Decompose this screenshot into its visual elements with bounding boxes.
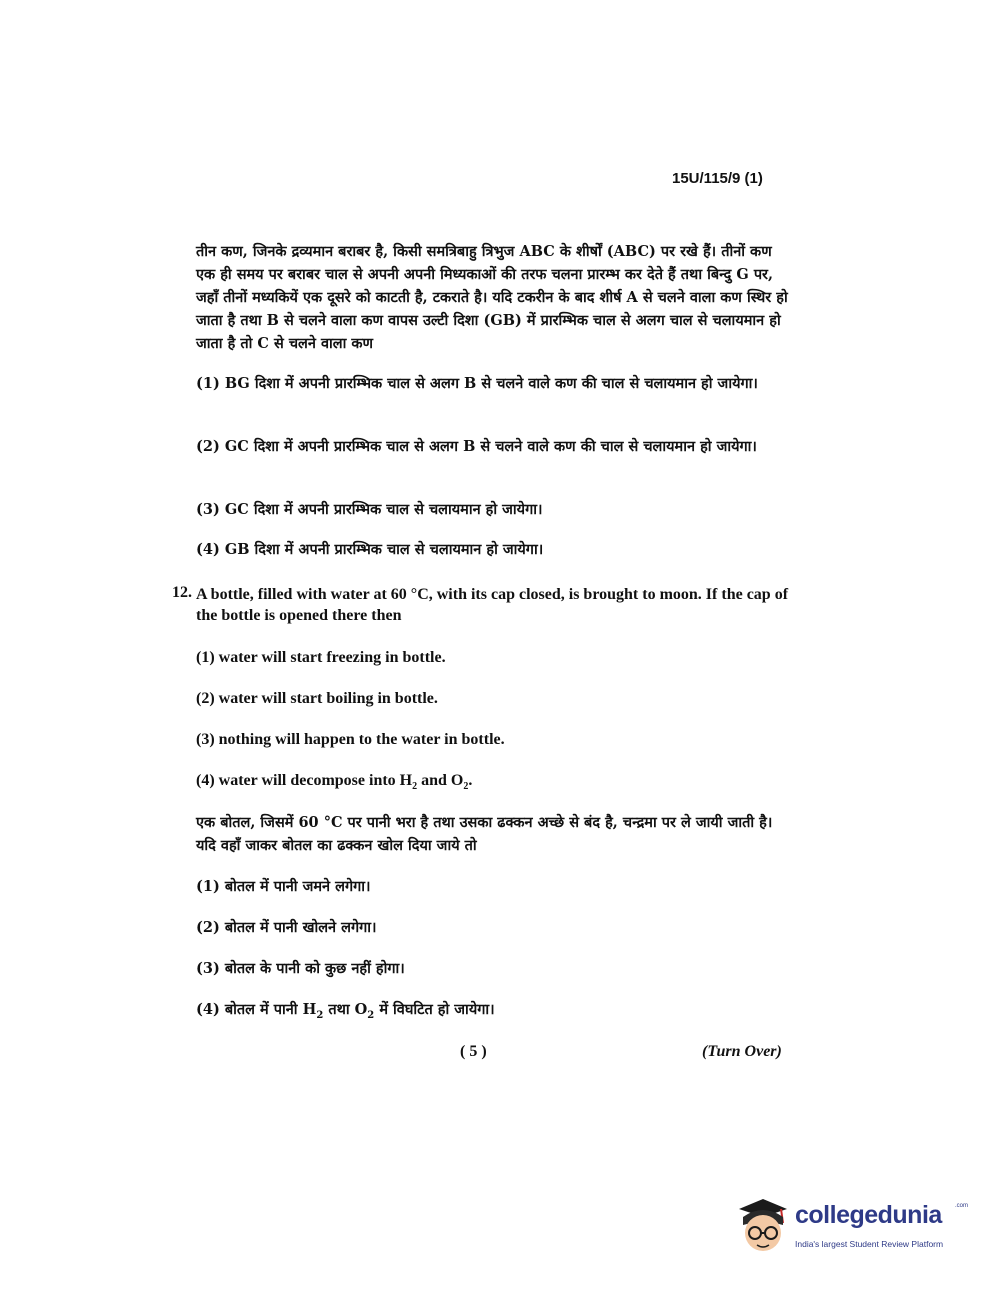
q12-en-option-3: (3) nothing will happen to the water in bottle.	[196, 731, 505, 748]
q12-hi-option-2: (2) बोतल में पानी खोलने लगेगा।	[196, 919, 377, 936]
q12-en-option-2: (2) water will start boiling in bottle.	[196, 690, 438, 707]
q12-hi-option-4	[196, 999, 495, 1026]
q12-en-option-4-prefix: (4) water will decompose into H	[196, 772, 413, 789]
q11-hindi-stem: तीन कण, जिनके द्रव्यमान बराबर है, किसी समत्रिबाहु त्रिभुज ABC के शीर्षों (ABC) पर रखे हैं। तीनों कण एक ही समय पर बराबर चाल से अपनी अपनी मिध्यकाओं की तरफ चलना प्रारम्भ कर देते हैं तथा बिन्दु G पर, जहाँ तीनों मध्यकियें एक दूसरे को काटती है, टकराते है। यदि टकरीन के बाद शीर्ष A से चलने वाला कण स्थिर हो जाता है तथा B से चलने वाला कण वापस उल्टी दिशा (GB) में प्रारम्भिक चाल से अलग चाल से चलायमान हो जाता है तो C से चलने वाला कण	[196, 243, 788, 352]
subscript-2: 2	[463, 781, 469, 793]
q11-option-2: (2) GC दिशा में अपनी प्रारम्भिक चाल से अलग B से चलने वाले कण की चाल से चलायमान हो जायेगा।	[196, 438, 757, 455]
q11-option-1: (1) BG दिशा में अपनी प्रारम्भिक चाल से अलग B से चलने वाले कण की चाल से चलायमान हो जायेगा।	[196, 375, 758, 392]
q12-number: 12.	[172, 584, 192, 601]
q12-english-stem: A bottle, filled with water at 60 °C, with its cap closed, is brought to moon. If the cap of the bottle is opened there then	[196, 586, 789, 624]
q12-hi-option-1: (1) बोतल में पानी जमने लगेगा।	[196, 878, 371, 895]
q12-en-option-4-end: .	[468, 772, 473, 789]
page-number: ( 5 )	[460, 1043, 487, 1060]
q12-hi-option-4-mid: तथा O	[323, 1001, 368, 1018]
paper-code: 15U/115/9 (1)	[672, 170, 763, 187]
brand-name: collegedunia	[795, 1201, 942, 1229]
q11-option-4: (4) GB दिशा में अपनी प्रारम्भिक चाल से चलायमान हो जायेगा।	[196, 541, 544, 558]
mascot-icon	[733, 1195, 793, 1255]
brand-domain: .com	[955, 1203, 969, 1209]
q12-en-option-1: (1) water will start freezing in bottle.	[196, 649, 446, 666]
subscript-2: 2	[367, 1009, 375, 1021]
turn-over: (Turn Over)	[702, 1043, 782, 1060]
collegedunia-watermark	[733, 1195, 969, 1265]
q12-hi-option-3: (3) बोतल के पानी को कुछ नहीं होगा।	[196, 960, 405, 977]
q12-en-option-4-mid: and O	[417, 772, 464, 789]
q11-option-3: (3) GC दिशा में अपनी प्रारम्भिक चाल से चलायमान हो जायेगा।	[196, 501, 543, 518]
q12-hi-option-4-prefix: (4) बोतल में पानी H	[196, 1001, 317, 1018]
q12-hindi-stem: एक बोतल, जिसमें 60 °C पर पानी भरा है तथा उसका ढक्कन अच्छे से बंद है, चन्द्रमा पर ले जायी जाती है। यदि वहाँ जाकर बोतल का ढक्कन खोल दिया जाये तो	[196, 814, 773, 854]
subscript-2: 2	[316, 1009, 324, 1021]
q12-en-option-4	[196, 770, 472, 797]
subscript-2: 2	[412, 781, 418, 793]
q12-hi-option-4-end: में विघटित हो जायेगा।	[374, 1001, 495, 1018]
brand-tagline: India's largest Student Review Platform	[795, 1239, 944, 1249]
